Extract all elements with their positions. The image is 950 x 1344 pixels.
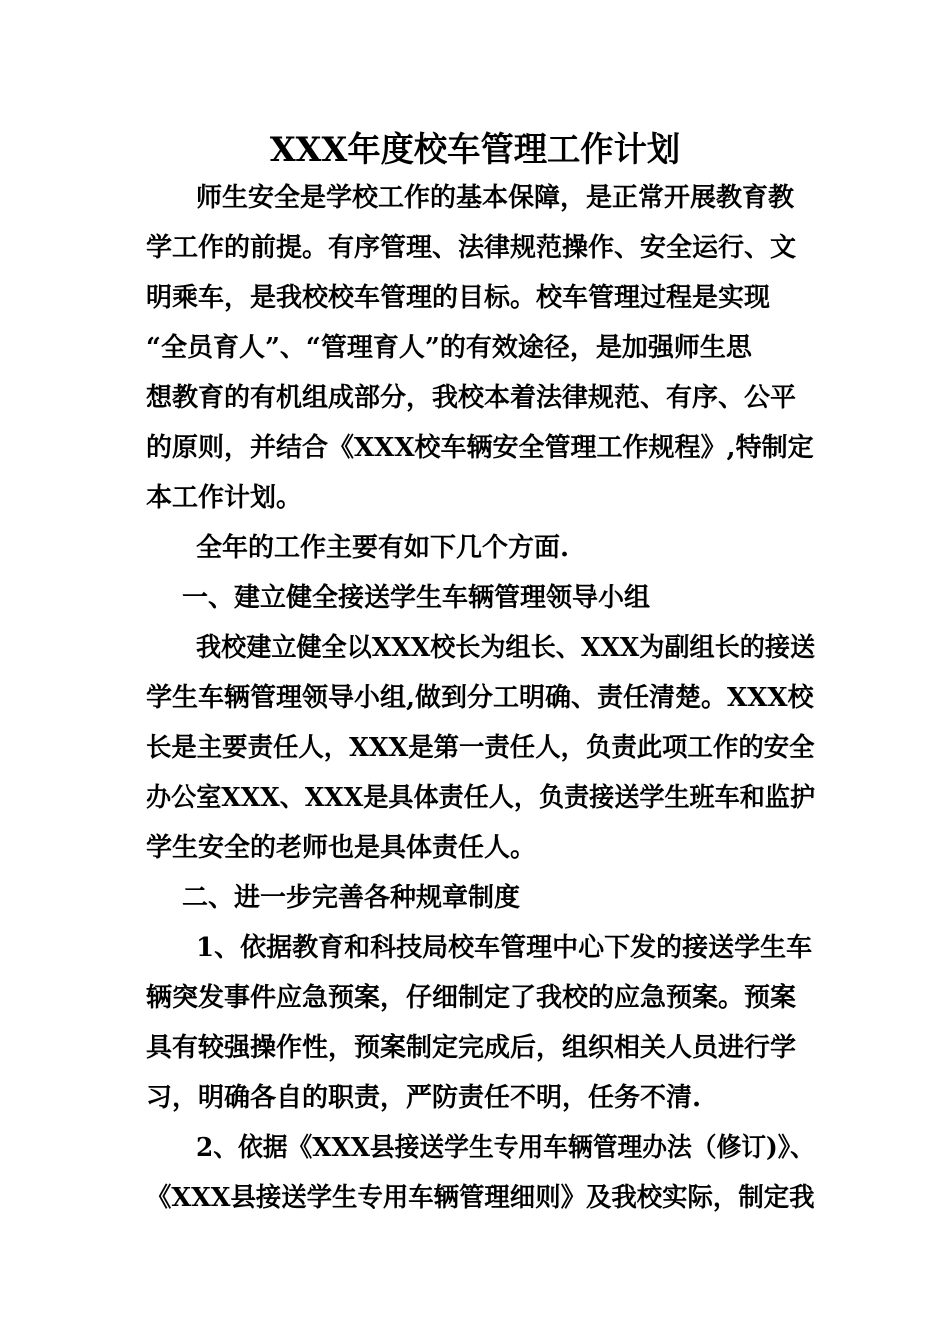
paragraph-line: 办公室XXX、XXX是具体责任人，负责接送学生班车和监护 [146, 783, 816, 813]
paragraph-line: 1、依据教育和科技局校车管理中心下发的接送学生车 [196, 933, 813, 963]
paragraph-line: 2、依据《XXX县接送学生专用车辆管理办法（修订)》、 [196, 1133, 815, 1163]
paragraph-line: 学生安全的老师也是具体责任人。 [146, 833, 537, 863]
paragraph-line: 辆突发事件应急预案，仔细制定了我校的应急预案。预案 [146, 983, 797, 1013]
paragraph-line: 本工作计划。 [146, 483, 303, 513]
section-heading: 一、建立健全接送学生车辆管理领导小组 [182, 583, 651, 613]
paragraph-line: 我校建立健全以XXX校长为组长、XXX为副组长的接送 [196, 633, 816, 663]
paragraph-line: 长是主要责任人，XXX是第一责任人，负责此项工作的安全 [146, 733, 815, 763]
paragraph-line: 具有较强操作性，预案制定完成后，组织相关人员进行学 [146, 1033, 797, 1063]
paragraph-line: 全年的工作主要有如下几个方面. [196, 533, 570, 563]
paragraph-line: 学工作的前提。有序管理、法律规范操作、安全运行、文 [146, 233, 797, 263]
document-title: XXX年度校车管理工作计划 [269, 130, 681, 170]
paragraph-line: “全员育人”、“管理育人”的有效途径，是加强师生思 [146, 333, 752, 363]
section-heading: 二、进一步完善各种规章制度 [182, 883, 521, 913]
paragraph-line: 想教育的有机组成部分，我校本着法律规范、有序、公平 [146, 383, 797, 413]
paragraph-line: 师生安全是学校工作的基本保障，是正常开展教育教 [196, 183, 795, 213]
paragraph-line: 习，明确各自的职责，严防责任不明，任务不清. [146, 1083, 702, 1113]
paragraph-line: 学生车辆管理领导小组,做到分工明确、责任清楚。XXX校 [146, 683, 814, 713]
paragraph-line: 《XXX县接送学生专用车辆管理细则》及我校实际，制定我 [146, 1183, 815, 1213]
paragraph-line: 明乘车，是我校校车管理的目标。校车管理过程是实现 [146, 283, 771, 313]
paragraph-line: 的原则，并结合《XXX校车辆安全管理工作规程》,特制定 [146, 433, 814, 463]
